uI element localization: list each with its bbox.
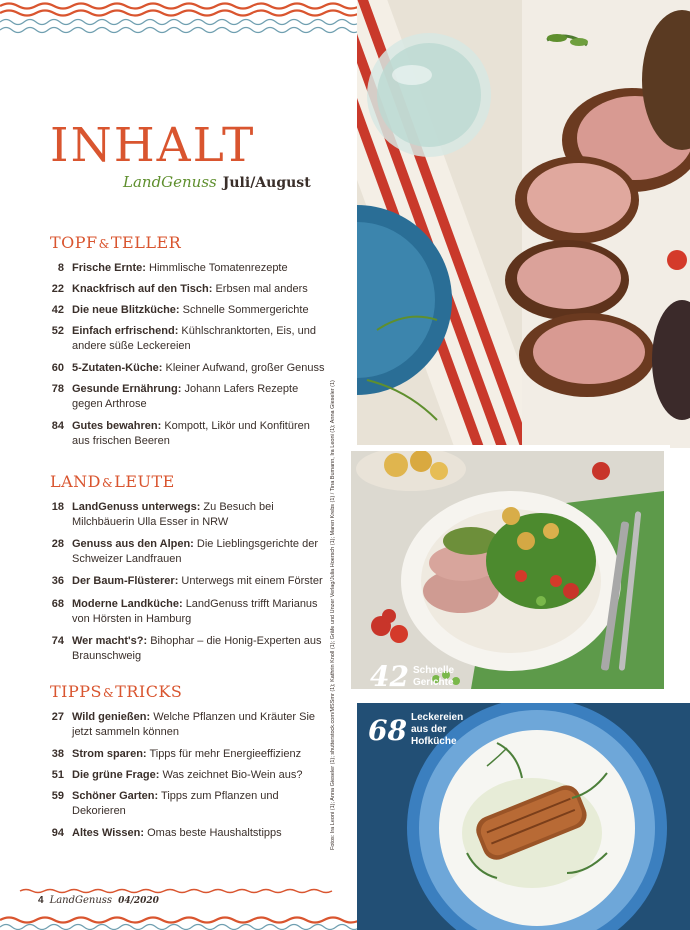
toc-entry[interactable]: [40, 634, 345, 664]
toc-page-number: 22: [51, 283, 64, 295]
toc-page-number: 68: [51, 598, 64, 610]
toc-page-number: 42: [51, 304, 64, 316]
toc-description: Schnelle Sommergerichte: [182, 304, 309, 316]
toc-entry[interactable]: [40, 324, 330, 354]
toc-page-number: 8: [57, 262, 64, 274]
toc-text: [64, 768, 302, 783]
toc-topic: Moderne Landküche:: [72, 598, 183, 610]
toc-entry[interactable]: [40, 419, 330, 449]
toc-description: Welche Pflanzen und Kräuter Sie jetzt sammeln können: [72, 711, 316, 738]
top-decorative-band: [0, 0, 357, 40]
toc-page-number: 94: [51, 827, 64, 839]
toc-page-number: 60: [51, 362, 64, 374]
issue-date: Juli/August: [222, 175, 311, 191]
toc-description: Unterwegs mit einem Förster: [181, 575, 323, 587]
toc-page-number: 52: [51, 325, 64, 337]
section-title-part: TOPF: [50, 233, 98, 252]
toc-description: Bihophar – die Honig-Experten aus Braunschweig: [72, 635, 322, 662]
callout-hofkueche[interactable]: [368, 712, 483, 748]
toc-text: [64, 574, 323, 589]
toc-description: Zu Besuch bei Milchbäuerin Ulla Esser in NRW: [72, 501, 274, 528]
photo-salad-plate: [345, 445, 670, 695]
toc-entry[interactable]: [40, 500, 320, 530]
toc-text: [64, 747, 301, 762]
footer-logo: LandGenuss: [49, 895, 113, 906]
callout-label: Leckereien aus der Hofküche: [410, 712, 464, 747]
toc-entry[interactable]: [40, 261, 345, 276]
toc-topic: Der Baum-Flüsterer:: [72, 575, 179, 587]
toc-topic: Die grüne Frage:: [72, 769, 160, 781]
toc-text: [64, 710, 330, 740]
toc-page-number: 84: [51, 420, 64, 432]
toc-text: [64, 303, 309, 318]
photo-grilled-meat: [357, 0, 690, 448]
section-title-topf-teller: [50, 233, 181, 252]
toc-topic: Gutes bewahren:: [72, 420, 162, 432]
toc-text: [64, 282, 308, 297]
toc-description: Himmlische Tomatenrezepte: [149, 262, 288, 274]
toc-description: Erbsen mal anders: [215, 283, 308, 295]
toc-entry[interactable]: [40, 537, 330, 567]
toc-description: Kühlschranktorten, Eis, und andere süße Leckereien: [72, 325, 316, 352]
toc-description: Die Lieblingsgerichte der Schweizer Landfrauen: [72, 538, 318, 565]
page-footer: [38, 895, 159, 906]
toc-entry[interactable]: [40, 303, 345, 318]
toc-entry[interactable]: [40, 574, 345, 589]
toc-entry[interactable]: [40, 597, 330, 627]
callout-page-number: 68: [368, 713, 407, 747]
toc-page-number: 27: [51, 711, 64, 723]
section-title-part: LAND: [50, 472, 102, 491]
ampersand: &: [102, 686, 115, 700]
toc-page-number: 74: [51, 635, 64, 647]
toc-topic: Die neue Blitzküche:: [72, 304, 180, 316]
brand-logo: LandGenuss: [123, 173, 217, 191]
toc-entry[interactable]: [40, 382, 330, 412]
toc-description: Tipps für mehr Energieeffizienz: [149, 748, 302, 760]
photo-credits: Fotos: Ira Leoni (1); Anna Gieseler (1); shutterstock.com/MSSmr (1); Kathrin Knoll (1); Gräfe und Unzer Verlag/Julia Hoersch (1); Maren Krebs (1) / Tina Bumann, Ira Leoni (1); Anna Gieseler (1): [330, 380, 336, 850]
toc-topic: Schöner Garten:: [72, 790, 159, 802]
toc-entry[interactable]: [40, 282, 345, 297]
toc-topic: Gesunde Ernährung:: [72, 383, 182, 395]
footer-page-number: 4: [38, 895, 44, 906]
toc-topic: Altes Wissen:: [72, 827, 145, 839]
toc-topic: LandGenuss unterwegs:: [72, 501, 201, 513]
toc-text: [64, 419, 330, 449]
toc-text: [64, 361, 325, 376]
toc-description: Johann Lafers Rezepte gegen Arthrose: [72, 383, 299, 410]
toc-topic: 5-Zutaten-Küche:: [72, 362, 163, 374]
toc-text: [64, 789, 300, 819]
ampersand: &: [98, 237, 110, 251]
footer-issue: 04/2020: [118, 896, 159, 906]
section-title-part: TRICKS: [115, 682, 183, 701]
toc-text: [64, 261, 288, 276]
toc-topic: Strom sparen:: [72, 748, 147, 760]
toc-page-number: 38: [51, 748, 64, 760]
section-title-part: TELLER: [110, 233, 182, 252]
toc-description: Kompott, Likör und Konfitüren aus frischen Beeren: [72, 420, 310, 447]
toc-text: [64, 537, 330, 567]
toc-text: [64, 597, 330, 627]
toc-topic: Einfach erfrischend:: [72, 325, 179, 337]
ampersand: &: [102, 476, 114, 490]
section-title-part: LEUTE: [114, 472, 175, 491]
toc-text: [64, 634, 345, 664]
toc-topic: Genuss aus den Alpen:: [72, 538, 194, 550]
section-title-land-leute: [50, 472, 175, 491]
toc-description: LandGenuss trifft Marianus von Hörsten in Hamburg: [72, 598, 318, 625]
toc-description: Was zeichnet Bio-Wein aus?: [162, 769, 303, 781]
brand-line: [123, 173, 311, 191]
toc-topic: Knackfrisch auf den Tisch:: [72, 283, 213, 295]
toc-text: [64, 324, 330, 354]
toc-description: Kleiner Aufwand, großer Genuss: [165, 362, 325, 374]
toc-entry[interactable]: [40, 768, 345, 783]
toc-entry[interactable]: [40, 747, 345, 762]
toc-text: [64, 826, 282, 841]
toc-page-number: 36: [51, 575, 64, 587]
toc-topic: Wild genießen:: [72, 711, 151, 723]
toc-page-number: 51: [51, 769, 64, 781]
toc-page-number: 18: [51, 501, 64, 513]
toc-page-number: 59: [51, 790, 64, 802]
toc-entry[interactable]: [40, 789, 300, 819]
toc-description: Tipps zum Pflanzen und Dekorieren: [72, 790, 279, 817]
toc-entry[interactable]: [40, 826, 345, 841]
toc-topic: Frische Ernte:: [72, 262, 146, 274]
toc-page-number: 78: [51, 383, 64, 395]
toc-topic: Wer macht's?:: [72, 635, 148, 647]
section-title-part: TIPPS: [50, 682, 102, 701]
callout-page-number: 42: [370, 660, 409, 693]
toc-text: [64, 500, 320, 530]
callout-schnelle-gerichte[interactable]: [370, 660, 463, 693]
callout-label: Schnelle Gerichte: [412, 664, 455, 688]
toc-description: Omas beste Haushaltstipps: [147, 827, 282, 839]
toc-page-number: 28: [51, 538, 64, 550]
toc-entry[interactable]: [40, 710, 330, 740]
page-title: INHALT: [50, 118, 256, 173]
toc-entry[interactable]: [40, 361, 345, 376]
section-title-tipps-tricks: [50, 682, 182, 701]
toc-text: [64, 382, 330, 412]
